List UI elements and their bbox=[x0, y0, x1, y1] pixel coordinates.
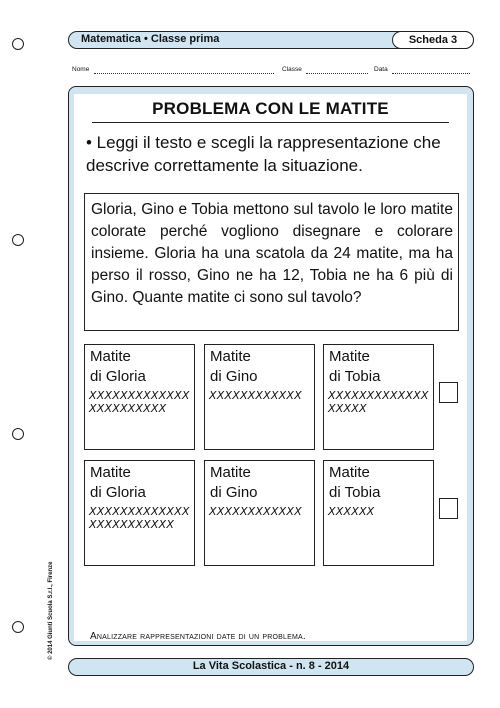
card-label: Matite di Tobia bbox=[329, 464, 381, 501]
option1-checkbox[interactable] bbox=[439, 382, 458, 403]
class-label: Classe bbox=[282, 66, 302, 73]
problem-box bbox=[84, 193, 459, 331]
page-title: PROBLEMA CON LE MATITE bbox=[152, 99, 389, 118]
option1-card-tobia bbox=[323, 344, 434, 450]
card-label: Matite di Gino bbox=[210, 348, 258, 385]
pencil-crosses: XXXXXXXXXXXX bbox=[209, 505, 302, 518]
card-label: Matite di Gloria bbox=[90, 464, 146, 501]
student-fields bbox=[72, 66, 472, 78]
card-label: Matite di Gloria bbox=[90, 348, 146, 385]
skill-objective: Analizzare rappresentazioni date di un problema. bbox=[90, 631, 306, 642]
option1-card-gloria bbox=[84, 344, 195, 450]
title-divider bbox=[92, 122, 449, 123]
worksheet-card bbox=[74, 94, 467, 641]
name-label: Nome bbox=[72, 66, 90, 73]
card-label: Matite di Tobia bbox=[329, 348, 381, 385]
problem-text: Gloria, Gino e Tobia mettono sul tavolo le loro matite colorate perché vogliono disegnare e colorare insieme. Gloria ha una scatola da 24 matite, ma ha perso il rosso, Gino ne ha 12, Tobia ne ha 6 più di Gino. Quante matite ci sono sul tavolo? bbox=[91, 201, 453, 306]
option1-card-gino bbox=[204, 344, 315, 450]
footer-bar: La Vita Scolastica - n. 8 - 2014 bbox=[68, 658, 474, 676]
binder-hole-2 bbox=[12, 234, 24, 246]
binder-hole-4 bbox=[12, 621, 24, 633]
option2-card-gloria bbox=[84, 460, 195, 566]
date-field[interactable] bbox=[392, 73, 470, 74]
pencil-crosses: XXXXXXXXXXXXXXXXXX bbox=[328, 389, 429, 415]
subject-label: Matematica • Classe prima bbox=[81, 33, 220, 45]
sheet-number: Scheda 3 bbox=[392, 31, 474, 49]
class-field[interactable] bbox=[306, 73, 368, 74]
header-bar bbox=[68, 31, 474, 49]
instruction-text: • Leggi il testo e scegli la rappresentazione che descrive correttamente la situazione. bbox=[86, 133, 441, 175]
pencil-crosses: XXXXXXXXXXXXXXXXXXXXXXX bbox=[89, 389, 190, 415]
binder-hole-1 bbox=[12, 38, 24, 50]
option2-checkbox[interactable] bbox=[439, 498, 458, 519]
name-field[interactable] bbox=[94, 73, 274, 74]
option2-card-gino bbox=[204, 460, 315, 566]
card-label: Matite di Gino bbox=[210, 464, 258, 501]
date-label: Data bbox=[374, 66, 388, 73]
pencil-crosses: XXXXXX bbox=[328, 505, 375, 518]
binder-hole-3 bbox=[12, 428, 24, 440]
pencil-crosses: XXXXXXXXXXXX bbox=[209, 389, 302, 402]
pencil-crosses: XXXXXXXXXXXXXXXXXXXXXXXX bbox=[89, 505, 190, 531]
option2-card-tobia bbox=[323, 460, 434, 566]
copyright-note: © 2014 Giunti Scuola S.r.l., Firenze bbox=[48, 561, 54, 660]
